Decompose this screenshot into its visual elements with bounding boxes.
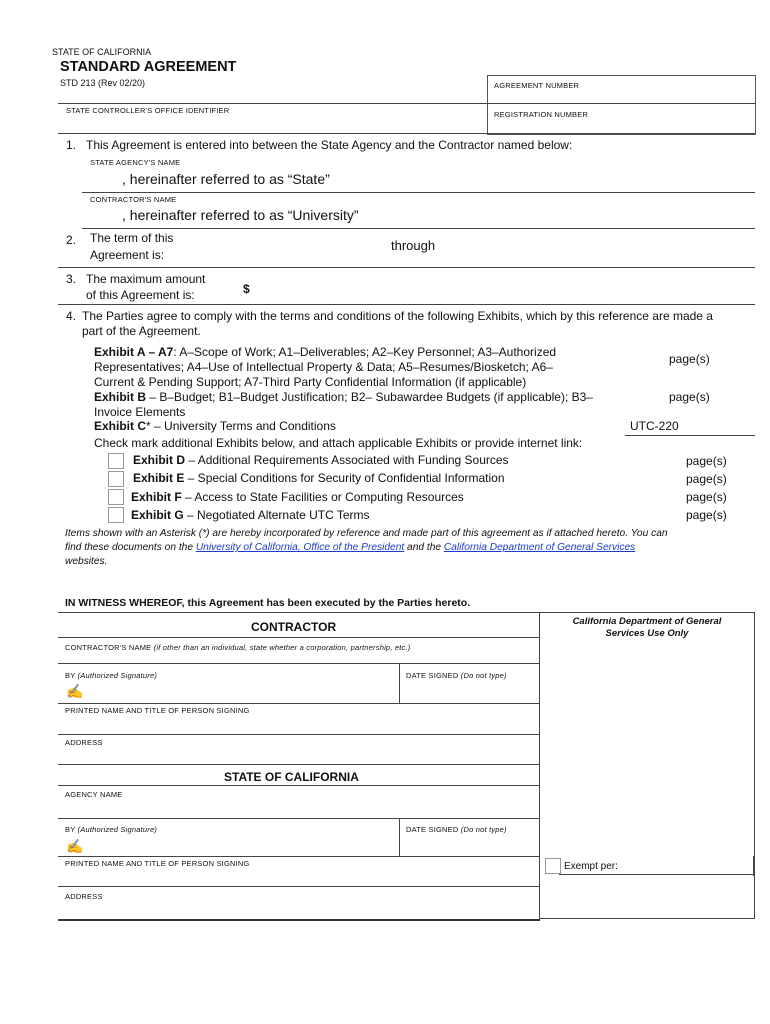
asterisk-note-line3: websites. bbox=[65, 556, 108, 567]
contractor-heading: CONTRACTOR bbox=[251, 620, 337, 634]
asterisk-note-line1: Items shown with an Asterisk (*) are hereby incorporated by reference and made part of this agreement as if attached hereto. You can bbox=[65, 528, 668, 539]
exhibit-a-line3: Current & Pending Support; A7-Third Party Confidential Information (if applicable) bbox=[94, 375, 527, 389]
exhibit-b-name: Exhibit B bbox=[94, 390, 147, 404]
exhibit-g-checkbox[interactable] bbox=[108, 507, 124, 523]
exhibit-f-checkbox[interactable] bbox=[108, 489, 124, 505]
section4-number: 4. bbox=[66, 309, 77, 323]
state-signature-icon[interactable]: ✍ bbox=[66, 838, 84, 854]
state-address-label: ADDRESS bbox=[65, 892, 103, 901]
agency-name-label: STATE AGENCY'S NAME bbox=[90, 158, 181, 167]
section4-line2: part of the Agreement. bbox=[82, 324, 201, 338]
asterisk-note-line2: find these documents on the University of California, Office of the President and the California Department of General Services bbox=[65, 542, 636, 553]
section1-text: This Agreement is entered into between the State Agency and the Contractor named below: bbox=[86, 138, 573, 152]
agency-suffix: , hereinafter referred to as “State” bbox=[122, 171, 330, 187]
exhibit-a-pages: page(s) bbox=[669, 352, 710, 366]
state-by-label: BY (Authorized Signature) bbox=[65, 825, 158, 834]
exhibit-f-pages: page(s) bbox=[686, 490, 727, 504]
section3-number: 3. bbox=[66, 272, 77, 286]
section2-line2: Agreement is: bbox=[90, 248, 165, 262]
exempt-checkbox[interactable] bbox=[545, 858, 561, 874]
contractor-signature-icon[interactable]: ✍ bbox=[66, 683, 84, 699]
contractor-printed-name-label: PRINTED NAME AND TITLE OF PERSON SIGNING bbox=[65, 706, 250, 715]
contractor-by-label: BY (Authorized Signature) bbox=[65, 671, 158, 680]
contractor-address-label: ADDRESS bbox=[65, 738, 103, 747]
state-heading: STATE OF CALIFORNIA bbox=[224, 770, 359, 784]
check-instruction: Check mark additional Exhibits below, and attach applicable Exhibits or provide internet link: bbox=[94, 436, 583, 450]
exhibit-e-checkbox[interactable] bbox=[108, 471, 124, 487]
contractor-suffix: , hereinafter referred to as “University” bbox=[122, 207, 359, 223]
registration-number-label: REGISTRATION NUMBER bbox=[494, 110, 589, 119]
section3-line1: The maximum amount bbox=[86, 272, 206, 286]
exhibit-d-label: Exhibit D – Additional Requirements Associated with Funding Sources bbox=[133, 453, 509, 467]
exhibit-b-line1: Exhibit B – B–Budget; B1–Budget Justification; B2– Subawardee Budgets (if applicable); B3– bbox=[94, 390, 593, 404]
exhibit-c-line: Exhibit C* – University Terms and Conditions bbox=[94, 419, 336, 433]
exhibit-d-checkbox[interactable] bbox=[108, 453, 124, 469]
exhibit-d-pages: page(s) bbox=[686, 454, 727, 468]
dgs-link[interactable]: California Department of General Services bbox=[443, 542, 636, 553]
state-printed-name-label: PRINTED NAME AND TITLE OF PERSON SIGNING bbox=[65, 859, 250, 868]
state-label: STATE OF CALIFORNIA bbox=[52, 47, 152, 57]
exhibit-e-pages: page(s) bbox=[686, 472, 727, 486]
exhibit-a-line2: Representatives; A4–Use of Intellectual Property & Data; A5–Resumes/Biosketch; A6– bbox=[94, 360, 553, 374]
witness-statement: IN WITNESS WHEREOF, this Agreement has been executed by the Parties hereto. bbox=[65, 597, 471, 609]
exhibit-a-name: Exhibit A – A7 bbox=[94, 345, 174, 359]
form-number: STD 213 (Rev 02/20) bbox=[60, 78, 146, 88]
exempt-label: Exempt per: bbox=[564, 861, 618, 872]
exhibit-b-pages: page(s) bbox=[669, 390, 710, 404]
dgs-use-line2: Services Use Only bbox=[605, 628, 689, 639]
currency-symbol: $ bbox=[243, 282, 250, 296]
exhibit-g-pages: page(s) bbox=[686, 508, 727, 522]
section2-line1: The term of this bbox=[90, 231, 174, 245]
exhibit-f-label: Exhibit F – Access to State Facilities or Computing Resources bbox=[131, 490, 464, 504]
through-label: through bbox=[391, 238, 436, 253]
form-title: STANDARD AGREEMENT bbox=[60, 59, 237, 75]
sco-identifier-label: STATE CONTROLLER'S OFFICE IDENTIFIER bbox=[66, 106, 230, 115]
contractor-org-label: CONTRACTOR'S NAME (if other than an individual, state whether a corporation, partnership, etc.) bbox=[65, 643, 411, 652]
exhibit-g-label: Exhibit G – Negotiated Alternate UTC Terms bbox=[131, 508, 370, 522]
contractor-name-label: CONTRACTOR'S NAME bbox=[90, 195, 177, 204]
exhibit-e-label: Exhibit E – Special Conditions for Security of Confidential Information bbox=[133, 471, 505, 485]
section2-number: 2. bbox=[66, 233, 77, 247]
agreement-number-label: AGREEMENT NUMBER bbox=[494, 81, 580, 90]
state-date-label: DATE SIGNED (Do not type) bbox=[406, 825, 507, 834]
state-agency-label: AGENCY NAME bbox=[65, 790, 123, 799]
exhibit-c-value: UTC-220 bbox=[630, 419, 679, 433]
ucop-link[interactable]: University of California, Office of the President bbox=[195, 542, 405, 553]
dgs-use-line1: California Department of General bbox=[572, 616, 722, 627]
section1-number: 1. bbox=[66, 138, 77, 152]
exhibit-a-line1: Exhibit A – A7: A–Scope of Work; A1–Deliverables; A2–Key Personnel; A3–Authorized bbox=[94, 345, 557, 359]
section4-line1: The Parties agree to comply with the terms and conditions of the following Exhibits, which by this reference are made a bbox=[82, 309, 713, 323]
contractor-date-label: DATE SIGNED (Do not type) bbox=[406, 671, 507, 680]
exhibit-b-line2: Invoice Elements bbox=[94, 405, 186, 419]
exhibit-c-name: Exhibit C bbox=[94, 419, 147, 433]
section3-line2: of this Agreement is: bbox=[86, 288, 195, 302]
